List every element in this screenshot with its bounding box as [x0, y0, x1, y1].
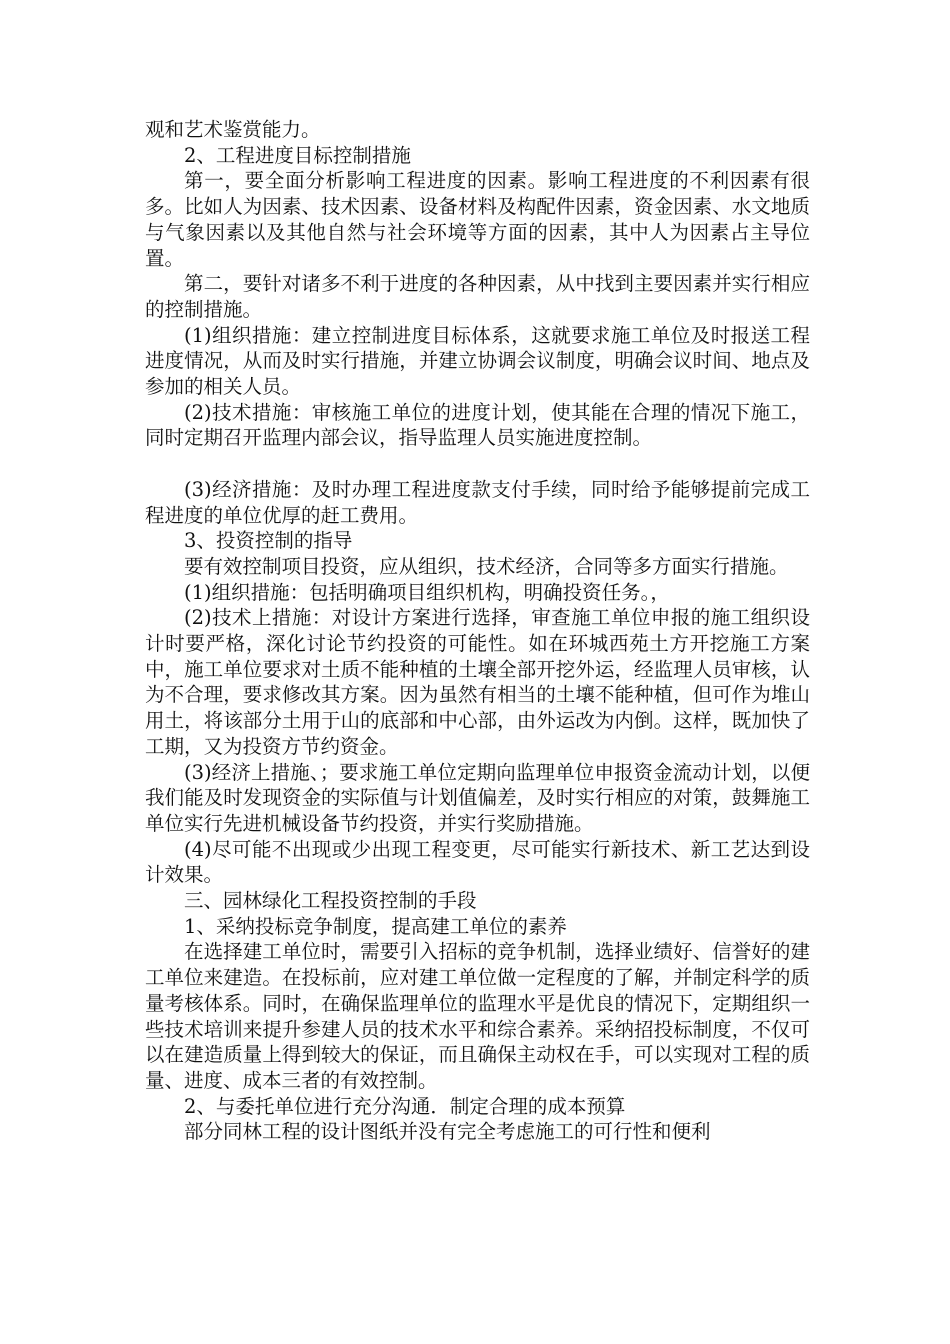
blank-line — [145, 451, 810, 477]
paragraph-investment-economic: (3)经济上措施、；要求施工单位定期向监理单位申报资金流动计划，以便我们能及时发现资金的实际值与计划值偏差，及时实行相应的对策，鼓舞施工单位实行先进机械设备节约投资，并实行奖励措施。 — [145, 760, 810, 835]
paragraph-investment-intro: 要有效控制项目投资，应从组织，技术经济，合同等多方面实行措施。 — [184, 554, 789, 578]
heading-progress-control: 2、工程进度目标控制措施 — [184, 143, 411, 167]
paragraph-investment-technical: (2)技术上措施：对设计方案进行选择，审查施工单位申报的施工组织设计时要严格，深化讨论节约投资的可能性。如在环城西苑土方开挖施工方案中，施工单位要求对土质不能种植的土壤全部开挖外运，经监理人员审核，认为不合理，要求修改其方案。因为虽然有相当的土壤不能种植，但可作为堆山用土，将该部分土用于山的底部和中心部，由外运改为内倒。这样，既加快了工期，又为投资方节约资金。 — [145, 606, 810, 758]
paragraph-first-factors: 第一，要全面分析影响工程进度的因素。影响工程进度的不利因素有很多。比如人为因素、技术因素、设备材料及构配件因素，资金因素、水文地质与气象因素以及其他自然与社会环境等方面的因素，其中人为因素占主导位置。 — [145, 169, 810, 270]
paragraph-organizational-measures: (1)组织措施：建立控制进度目标体系，这就要求施工单位及时报送工程进度情况，从而及时实行措施，并建立协调会议制度，明确会议时间、地点及参加的相关人员。 — [145, 323, 810, 399]
paragraph-continuation: 观和艺术鉴赏能力。 — [145, 118, 321, 141]
heading-investment-guidance: 3、投资控制的指导 — [184, 529, 353, 553]
paragraph-investment-organizational: (1)组织措施：包括明确项目组织机构，明确投资任务。， — [184, 580, 670, 604]
paragraph-second-measures: 第二，要针对诸多不利于进度的各种因素，从中找到主要因素并实行相应的控制措施。 — [145, 272, 810, 321]
paragraph-technical-measures: (2)技术措施：审核施工单位的进度计划，使其能在合理的情况下施工，同时定期召开监理内部会议，指导监理人员实施进度控制。 — [145, 400, 810, 450]
heading-communication-budget: 2、与委托单位进行充分沟通．制定合理的成本预算 — [184, 1094, 626, 1118]
paragraph-bidding-details: 在选择建工单位时，需要引入招标的竞争机制，选择业绩好、信誉好的建工单位来建造。在投标前，应对建工单位做一定程度的了解，并制定科学的质量考核体系。同时，在确保监理单位的监理水平是优良的情况下，定期组织一些技术培训来提升参建人员的技术水平和综合素养。采纳招投标制度，不仅可以在建造质量上得到较大的保证，而且确保主动权在手，可以实现对工程的质量、进度、成本三者的有效控制。 — [145, 940, 810, 1092]
paragraph-economic-measures: (3)经济措施：及时办理工程进度款支付手续，同时给予能够提前完成工程进度的单位优厚的赶工费用。 — [145, 477, 810, 527]
heading-bidding-system: 1、采纳投标竞争制度，提高建工单位的素养 — [184, 914, 567, 938]
paragraph-investment-changes: (4)尽可能不出现或少出现工程变更，尽可能实行新技术、新工艺达到设计效果。 — [145, 837, 810, 887]
paragraph-design-drawings: 部分同林工程的设计图纸并没有完全考虑施工的可行性和便利 — [184, 1120, 711, 1144]
document-body — [145, 117, 810, 1145]
heading-section-three: 三、园林绿化工程投资控制的手段 — [184, 889, 477, 913]
